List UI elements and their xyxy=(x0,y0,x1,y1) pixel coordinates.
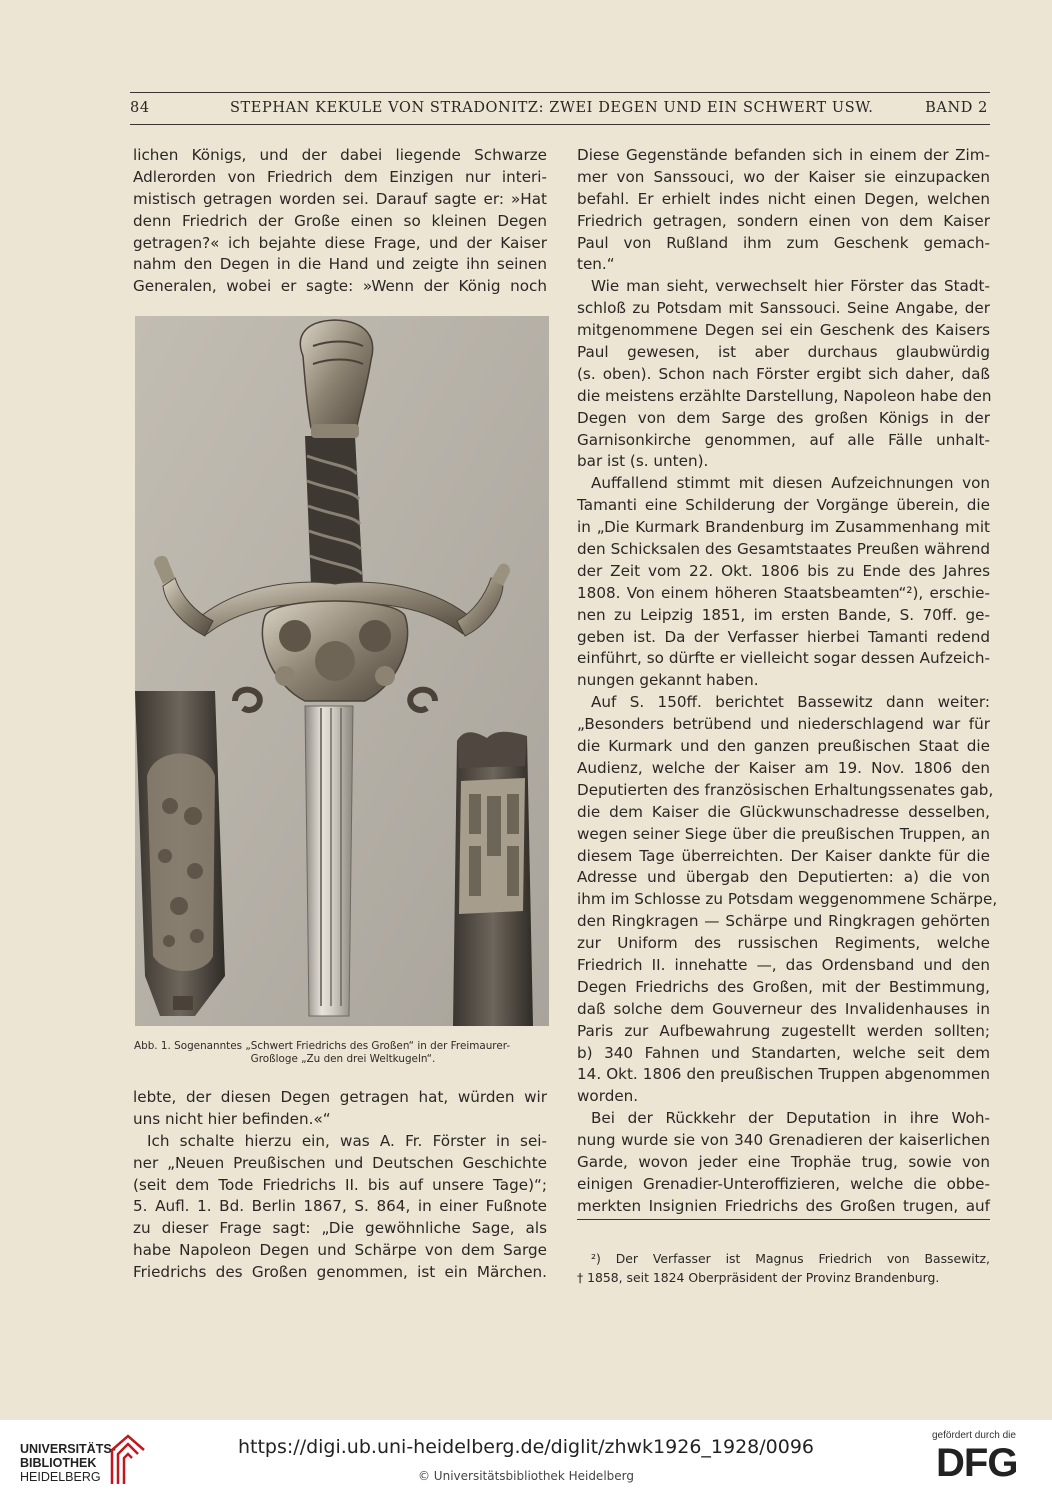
caption-line: Großloge „Zu den drei Weltkugeln“. xyxy=(250,1052,436,1065)
text-line: diesem Tage überreichten. Der Kaiser dankte für die xyxy=(577,846,990,865)
caption-line: Abb. 1. Sogenanntes „Schwert Friedrichs des Großen“ in der Freimaurer- xyxy=(134,1040,511,1052)
text-line: nung wurde sie von 340 Grenadieren der kaiserlichen xyxy=(577,1131,990,1150)
text-line: Tamanti eine Schilderung der Vorgänge überein, die xyxy=(577,496,990,515)
text-line: 5. Aufl. 1. Bd. Berlin 1867, S. 864, in einer Fußnote xyxy=(133,1197,547,1216)
text-line: Wie man sieht, verwechselt hier Förster das Stadt- xyxy=(591,277,990,296)
text-line: Degen von dem Sarge des großen Königs in der xyxy=(577,408,990,427)
text-line: (s. oben). Schon nach Förster ergibt sich daher, daß xyxy=(577,364,990,383)
text-line: (seit dem Tode Friedrichs II. bis auf unsere Tage)“; xyxy=(133,1175,547,1194)
text-line: Bei der Rückkehr der Deputation in ihre Woh- xyxy=(591,1109,990,1128)
header-bottom-rule xyxy=(130,124,990,125)
header-top-rule xyxy=(130,92,990,93)
text-line: lichen Königs, und der dabei liegende Schwarze xyxy=(133,146,547,164)
right-column xyxy=(577,145,998,1218)
footnote-rule xyxy=(577,1219,990,1220)
text-line: Diese Gegenstände befanden sich in einem der Zim- xyxy=(577,146,990,164)
text-line: zu dieser Frage sagt: „Die gewöhnliche Sage, als xyxy=(133,1219,547,1238)
text-line: nungen gekannt haben. xyxy=(577,671,759,690)
text-line: die Kurmark und den ganzen preußischen Staat die xyxy=(577,737,990,756)
text-line: „Besonders betrübend und niederschlagend war für xyxy=(577,715,990,734)
text-line: Friedrich getragen, sondern einen von dem Kaiser xyxy=(577,211,990,230)
text-line: 14. Okt. 1806 den preußischen Truppen abgenommen xyxy=(577,1065,990,1084)
text-line: Paul von Rußland ihm zum Geschenk gemach- xyxy=(577,233,990,252)
text-line: Deputierten des französischen Erhaltungssenates gab, xyxy=(577,780,994,799)
text-line: Garnisonkirche genommen, auf alle Fälle unhalt- xyxy=(577,430,990,449)
funding-note: gefördert durch die xyxy=(932,1430,1016,1441)
text-line: ner „Neuen Preußischen und Deutschen Geschichte xyxy=(133,1153,547,1172)
footnote xyxy=(577,1250,990,1287)
text-line: die dem Kaiser die Glückwunschadresse desselben, xyxy=(577,802,990,821)
text-line: Adlerorden von Friedrich dem Einzigen nur interi- xyxy=(133,167,547,186)
text-line: Degen Friedrichs des Großen, mit der Bestimmung, xyxy=(577,977,990,996)
text-line: bar ist (s. unten). xyxy=(577,452,709,471)
text-line: habe Napoleon Degen und Schärpe von dem Sarge xyxy=(133,1241,547,1260)
text-line: worden. xyxy=(577,1087,639,1106)
text-line: die meistens erzählte Darstellung, Napoleon habe den xyxy=(577,386,992,405)
text-line: Audienz, welche der Kaiser am 19. Nov. 1806 den xyxy=(577,758,990,777)
text-line: b) 340 Fahnen und Standarten, welche seit dem xyxy=(577,1043,990,1062)
text-line: der Zeit vom 22. Okt. 1806 bis zu Ende des Jahres xyxy=(577,561,990,580)
text-line: mitgenommene Degen sei ein Geschenk des Kaisers xyxy=(577,321,990,340)
text-line: mer von Sanssouci, wo der Kaiser sie einzupacken xyxy=(577,167,990,186)
page-number: 84 xyxy=(130,100,150,116)
text-line: nahm den Degen in die Hand und zeigte ihn seinen xyxy=(133,255,547,274)
text-line: mistisch getragen worden sei. Darauf sagte er: »Hat xyxy=(133,189,547,208)
text-line: den Schicksalen des Gesamtstaates Preußen während xyxy=(577,540,990,559)
text-line: denn Friedrich der Große einen so kleinen Degen xyxy=(133,211,547,230)
text-line: Paris zur Aufbewahrung zugestellt werden sollten; xyxy=(577,1021,990,1040)
text-line: einführt, so dürfte er vielleicht sogar dessen Aufzeich- xyxy=(577,649,990,668)
text-line: Auf S. 150ff. berichtet Bassewitz dann weiter: xyxy=(591,693,990,712)
running-title: STEPHAN KEKULE VON STRADONITZ: ZWEI DEGEN UND EIN SCHWERT USW. xyxy=(230,100,874,116)
running-header xyxy=(130,100,990,120)
text-line: in „Die Kurmark Brandenburg im Zusammenhang mit xyxy=(577,518,990,537)
library-line: HEIDELBERG xyxy=(20,1470,101,1484)
text-line: merkten Insignien Friedrichs des Großen trugen, auf xyxy=(577,1196,990,1215)
sword-illustration xyxy=(135,316,549,1026)
text-line: wegen seiner Siege über die preußischen Truppen, an xyxy=(577,824,990,843)
text-line: den Ringkragen — Schärpe und Ringkragen gehörten xyxy=(577,912,990,931)
text-line: 1808. Von einem höheren Staatsbeamten“²), erschie- xyxy=(577,583,990,602)
text-line: Garde, wovon jeder eine Trophäe trug, sowie von xyxy=(577,1152,990,1171)
text-line: nen zu Leipzig 1851, im ersten Bande, S. 70ff. ge- xyxy=(577,605,990,624)
footnote-line: ²) Der Verfasser ist Magnus Friedrich von Bassewitz, xyxy=(591,1251,990,1266)
text-line: ten.“ xyxy=(577,255,615,274)
text-line: lebte, der diesen Degen getragen hat, würden wir xyxy=(133,1088,547,1106)
text-line: Paul gewesen, ist aber durchaus glaubwürdig xyxy=(577,343,990,362)
text-line: einigen Grenadier-Unteroffizieren, welche die obbe- xyxy=(577,1174,990,1193)
text-line: zur Uniform des russischen Regiments, welche xyxy=(577,934,990,953)
text-line: befahl. Er erhielt indes nicht einen Degen, welchen xyxy=(577,189,990,208)
dfg-logo: DFG xyxy=(936,1441,1018,1485)
sword-photograph xyxy=(135,316,549,1026)
text-line: Auffallend stimmt mit diesen Aufzeichnungen von xyxy=(591,474,990,493)
text-line: Ich schalte hierzu ein, was A. Fr. Förster in sei- xyxy=(147,1131,547,1150)
text-line: schloß zu Potsdam mit Sanssouci. Seine Angabe, der xyxy=(577,299,990,318)
library-line: BIBLIOTHEK xyxy=(20,1456,97,1470)
text-line: Friedrichs des Großen genommen, ist ein Märchen. xyxy=(133,1263,547,1282)
permalink-url[interactable]: https://digi.ub.uni-heidelberg.de/diglit/zhwk1926_1928/0096 xyxy=(237,1436,815,1458)
text-line: Generalen, wobei er sagte: »Wenn der König noch xyxy=(133,277,547,296)
text-line: geben ist. Da der Verfasser hierbei Tamanti redend xyxy=(577,627,990,646)
left-column-bottom xyxy=(133,1087,547,1284)
text-line: Friedrich II. innehatte —, das Ordensband und den xyxy=(577,955,990,974)
text-line: getragen?« ich bejahte diese Frage, und der Kaiser xyxy=(133,233,547,252)
volume-label: BAND 2 xyxy=(925,100,988,116)
text-line: daß solche dem Gouverneur des Invalidenhauses in xyxy=(577,999,990,1018)
text-line: ihm im Schlosse zu Potsdam weggenommene Schärpe, xyxy=(577,890,998,909)
figure-caption xyxy=(134,1040,552,1065)
footnote-line: † 1858, seit 1824 Oberpräsident der Provinz Brandenburg. xyxy=(577,1269,940,1285)
copyright-notice: © Universitätsbibliothek Heidelberg xyxy=(417,1469,634,1483)
text-line: Adresse und übergab den Deputierten: a) die von xyxy=(577,868,990,887)
left-column-top xyxy=(133,145,547,298)
library-line: UNIVERSITÄTS- xyxy=(20,1442,116,1456)
text-line: uns nicht hier befinden.«“ xyxy=(133,1109,331,1128)
